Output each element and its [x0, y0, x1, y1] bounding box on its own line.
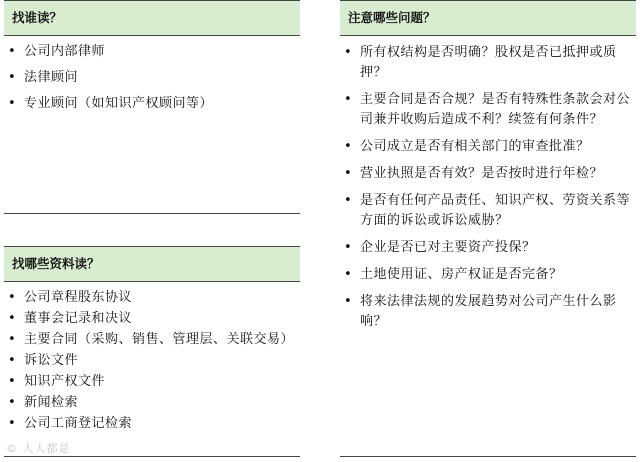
list-item: • 专业顾问（如知识产权顾问等） — [4, 94, 300, 114]
who-reads-bottom-rule — [4, 213, 300, 214]
list-item: • 营业执照是否有效？是否按时进行年检？ — [340, 164, 636, 184]
list-item: • 将来法律法规的发展趋势对公司产生什么影响？ — [340, 292, 636, 332]
list-item: • 主要合同（采购、销售、管理层、关联交易） — [4, 330, 300, 350]
list-item: • 法律顾问 — [4, 68, 300, 88]
what-to-read-bottom-rule — [4, 456, 300, 457]
list-item: • 公司成立是否有相关部门的审查批准？ — [340, 137, 636, 157]
list-item: • 董事会记录和决议 — [4, 309, 300, 329]
list-item: • 公司章程股东协议 — [4, 288, 300, 308]
list-item: • 知识产权文件 — [4, 372, 300, 392]
list-item: • 所有权结构是否明确？股权是否已抵押或质押？ — [340, 43, 636, 83]
who-reads-list — [4, 42, 300, 114]
who-reads-header: 找谁读？ — [4, 0, 300, 36]
what-to-read-header: 找哪些资料读？ — [4, 246, 300, 282]
issues-list — [340, 43, 636, 332]
watermark: © 人人都是 — [6, 442, 71, 455]
issues-header: 注意哪些问题？ — [340, 0, 636, 36]
list-item: • 主要合同是否合规？是否有特殊性条款会对公司兼并收购后造成不利？续签有何条件？ — [340, 90, 636, 130]
list-item: • 新闻检索 — [4, 393, 300, 413]
issues-panel — [340, 0, 636, 332]
issues-bottom-rule — [340, 456, 636, 457]
who-reads-panel — [4, 0, 300, 120]
what-to-read-list — [4, 288, 300, 434]
list-item: • 诉讼文件 — [4, 351, 300, 371]
list-item: • 企业是否已对主要资产投保？ — [340, 238, 636, 258]
list-item: • 公司内部律师 — [4, 42, 300, 62]
list-item: • 是否有任何产品责任、知识产权、劳资关系等方面的诉讼或诉讼威胁？ — [340, 191, 636, 231]
list-item: • 土地使用证、房产权证是否完备？ — [340, 265, 636, 285]
what-to-read-panel — [4, 246, 300, 434]
list-item: • 公司工商登记检索 — [4, 414, 300, 434]
